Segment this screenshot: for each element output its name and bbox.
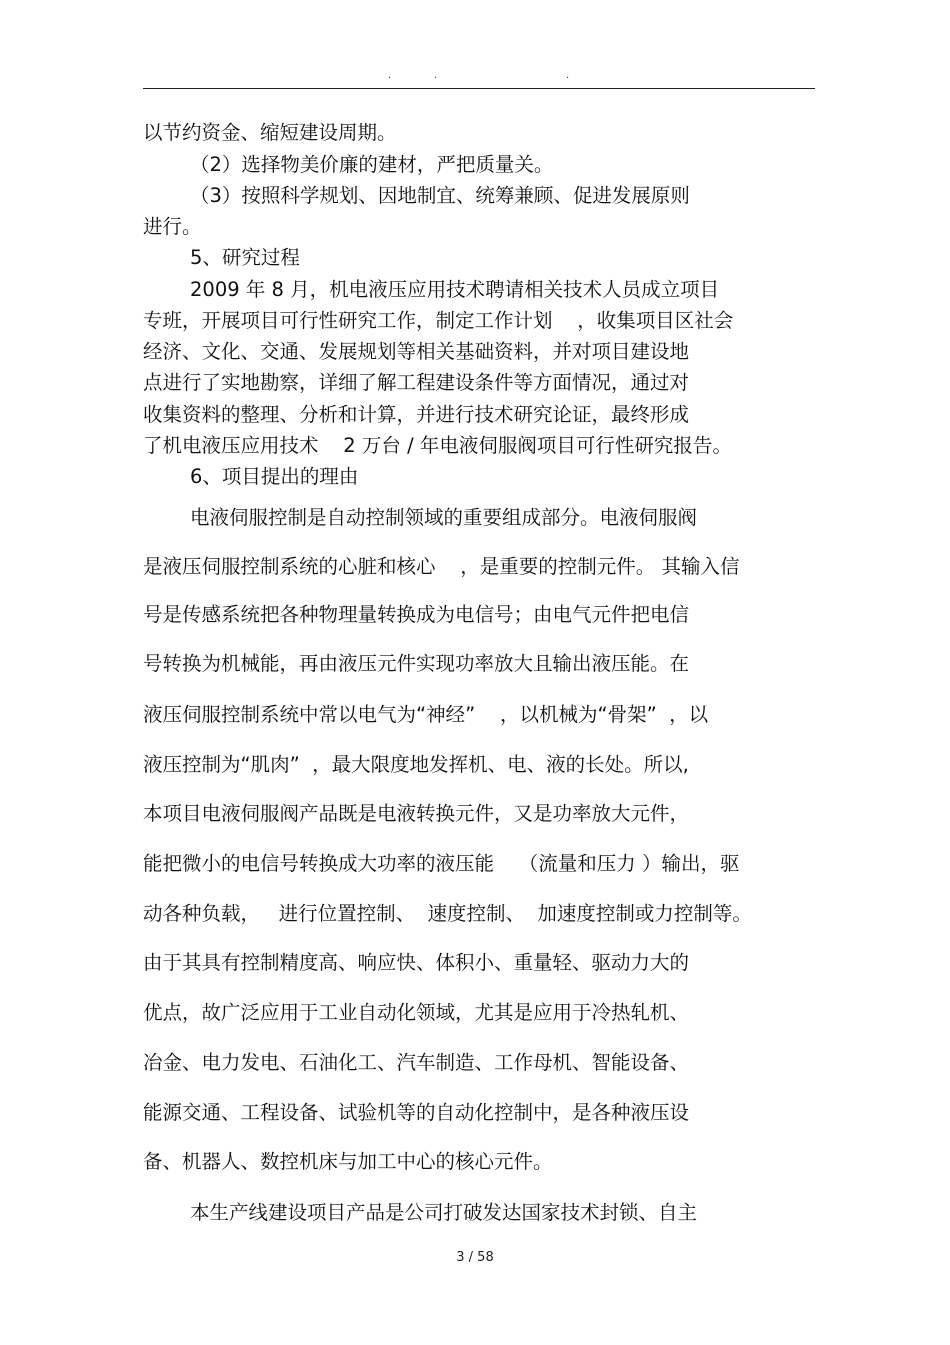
body-line: 动各种负载， 进行位置控制、 速度控制、 加速度控制或力控制等。 — [143, 902, 752, 925]
body-line: 备、机器人、数控机床与加工中心的核心元件。 — [143, 1150, 553, 1173]
body-line: 经济、文化、交通、发展规划等相关基础资料，并对项目建设地 — [143, 340, 690, 363]
page-number: 3 / 58 — [456, 1250, 494, 1265]
body-line: 本生产线建设项目产品是公司打破发达国家技术封锁、自主 — [190, 1201, 698, 1224]
body-line: 本项目电液伺服阀产品既是电液转换元件，又是功率放大元件， — [143, 802, 690, 825]
body-line: 优点，故广泛应用于工业自动化领域，尤其是应用于冷热轧机、 — [143, 1001, 690, 1024]
body-line: 了机电液压应用技术 2 万台 / 年电液伺服阀项目可行性研究报告。 — [143, 434, 732, 457]
body-line: 号转换为机械能，再由液压元件实现功率放大且输出液压能。在 — [143, 652, 690, 675]
header-dots — [388, 70, 588, 80]
body-line: 液压控制为“肌肉” ，最大限度地发挥机、电、液的长处。所以, — [143, 753, 689, 776]
body-line: 液压伺服控制系统中常以电气为“神经” ，以机械为“骨架” ，以 — [143, 703, 709, 726]
section-heading: 5、研究过程 — [190, 246, 300, 269]
body-line: 点进行了实地勘察，详细了解工程建设条件等方面情况，通过对 — [143, 371, 690, 394]
body-line: （3）按照科学规划、因地制宜、统筹兼顾、促进发展原则 — [190, 184, 690, 207]
body-line: 冶金、电力发电、石油化工、汽车制造、工作母机、智能设备、 — [143, 1051, 690, 1074]
header-dot: . — [388, 70, 392, 81]
body-line: 以节约资金、缩短建设周期。 — [143, 121, 397, 144]
body-line: 进行。 — [143, 215, 202, 238]
body-line: 能源交通、工程设备、试验机等的自动化控制中，是各种液压设 — [143, 1101, 690, 1124]
section-heading: 6、项目提出的理由 — [190, 465, 359, 488]
body-line: 电液伺服控制是自动控制领域的重要组成部分。电液伺服阀 — [190, 506, 698, 529]
body-line: 是液压伺服控制系统的心脏和核心 ，是重要的控制元件。 其输入信 — [143, 555, 740, 578]
header-dot: . — [434, 70, 438, 81]
header-rule — [143, 88, 815, 89]
body-line: 号是传感系统把各种物理量转换成为电信号；由电气元件把电信 — [143, 603, 690, 626]
body-line: 能把微小的电信号转换成大功率的液压能 （流量和压力 ）输出，驱 — [143, 852, 740, 875]
header-dot: . — [566, 70, 570, 81]
body-line: 专班，开展项目可行性研究工作，制定工作计划 ，收集项目区社会 — [143, 309, 734, 332]
body-line: 2009 年 8 月，机电液压应用技术聘请相关技术人员成立项目 — [190, 278, 720, 301]
body-line: 收集资料的整理、分析和计算，并进行技术研究论证，最终形成 — [143, 403, 690, 426]
body-line: 由于其具有控制精度高、响应快、体积小、重量轻、驱动力大的 — [143, 951, 690, 974]
body-line: （2）选择物美价廉的建材，严把质量关。 — [190, 153, 554, 176]
